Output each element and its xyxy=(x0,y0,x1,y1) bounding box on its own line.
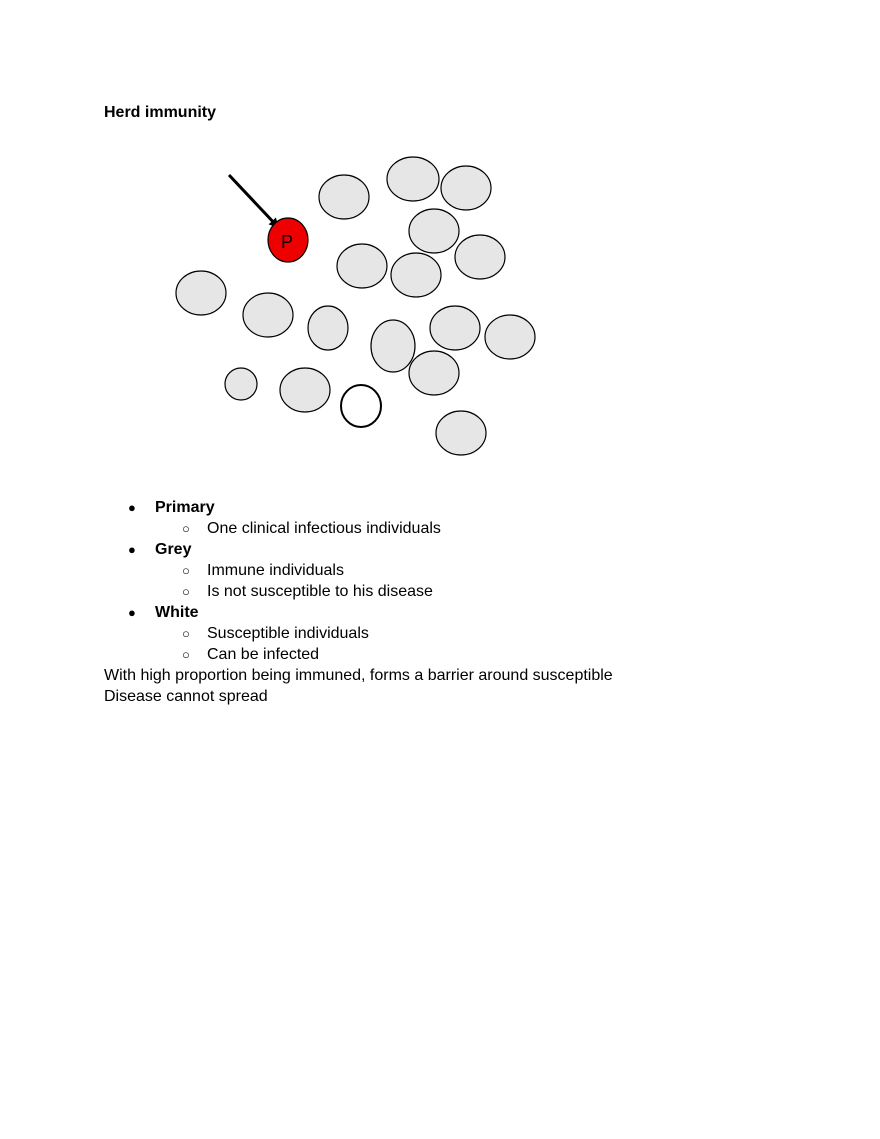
legend-detail: One clinical infectious individuals xyxy=(207,520,441,537)
legend-detail: Immune individuals xyxy=(207,562,344,579)
immune-individual xyxy=(319,175,369,219)
legend-label-white: White xyxy=(155,604,199,621)
primary-label: P xyxy=(280,231,294,252)
susceptible-individual xyxy=(341,385,381,427)
legend-label-primary: Primary xyxy=(155,499,215,516)
legend-detail: Susceptible individuals xyxy=(207,625,369,642)
immune-individual xyxy=(436,411,486,455)
immune-individual xyxy=(225,368,257,400)
bullet-circle: ○ xyxy=(182,584,190,599)
immune-individual xyxy=(485,315,535,359)
bullet-circle: ○ xyxy=(182,563,190,578)
immune-individual xyxy=(371,320,415,372)
immune-individual xyxy=(455,235,505,279)
arrow-pointer xyxy=(229,175,277,226)
immune-individual xyxy=(243,293,293,337)
immune-individual xyxy=(391,253,441,297)
bullet-dot: ● xyxy=(128,605,136,620)
bullet-circle: ○ xyxy=(182,647,190,662)
immune-individual xyxy=(387,157,439,201)
primary-case xyxy=(268,218,308,262)
herd-immunity-diagram xyxy=(0,0,880,480)
conclusion-line-1: With high proportion being immuned, forms a barrier around susceptible xyxy=(104,667,613,684)
bullet-dot: ● xyxy=(128,542,136,557)
page-title: Herd immunity xyxy=(104,104,217,121)
immune-individual xyxy=(176,271,226,315)
immune-individual xyxy=(409,351,459,395)
immune-individual xyxy=(409,209,459,253)
legend-detail: Is not susceptible to his disease xyxy=(207,583,433,600)
immune-individual xyxy=(308,306,348,350)
conclusion-line-2: Disease cannot spread xyxy=(104,688,268,705)
immune-individual xyxy=(430,306,480,350)
immune-individual xyxy=(337,244,387,288)
bullet-dot: ● xyxy=(128,500,136,515)
bullet-circle: ○ xyxy=(182,521,190,536)
immune-individual xyxy=(280,368,330,412)
legend-detail: Can be infected xyxy=(207,646,320,663)
immune-individual xyxy=(441,166,491,210)
legend-label-grey: Grey xyxy=(155,541,192,558)
bullet-circle: ○ xyxy=(182,626,190,641)
